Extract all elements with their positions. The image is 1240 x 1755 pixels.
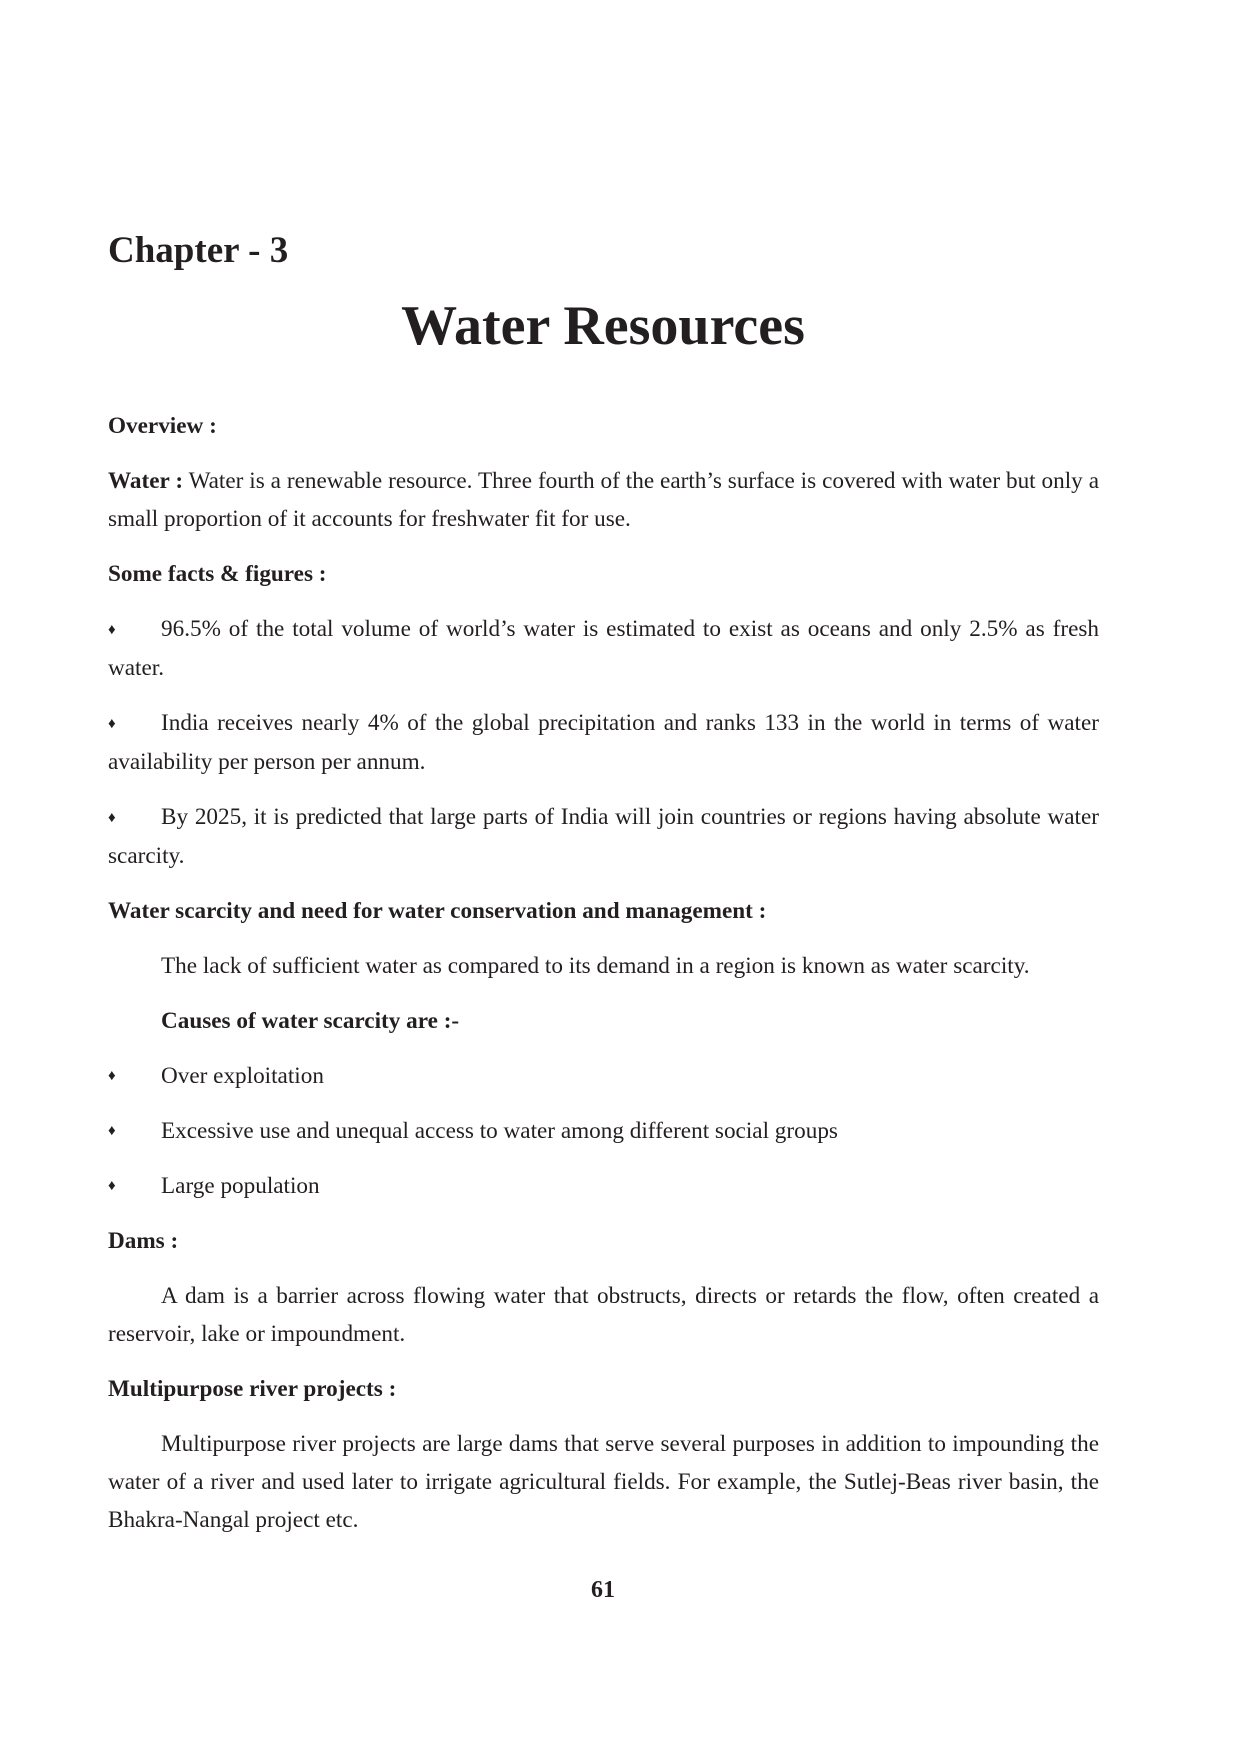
scarcity-definition: The lack of sufficient water as compared to its demand in a region is known as water scarcity. — [161, 953, 1030, 979]
cause-item — [108, 1112, 1099, 1150]
cause-item — [108, 1057, 1099, 1095]
overview-heading: Overview : — [108, 413, 217, 439]
cause-text: Large population — [161, 1173, 320, 1199]
cause-item — [108, 1167, 1099, 1205]
facts-heading: Some facts & figures : — [108, 561, 327, 587]
diamond-bullet-icon: ♦ — [108, 1068, 116, 1084]
diamond-bullet-icon: ♦ — [108, 716, 116, 732]
fact-text: By 2025, it is predicted that large parts of India will join countries or regions having absolute water scarcity. — [108, 804, 1099, 869]
multipurpose-heading: Multipurpose river projects : — [108, 1376, 397, 1402]
scarcity-heading: Water scarcity and need for water conservation and management : — [108, 898, 767, 924]
fact-text: India receives nearly 4% of the global precipitation and ranks 133 in the world in terms of water availability per person per annum. — [108, 710, 1099, 775]
fact-item — [108, 704, 1099, 781]
water-text: Water is a renewable resource. Three fourth of the earth’s surface is covered with water but only a small proportion of it accounts for freshwater fit for use. — [108, 468, 1099, 532]
water-paragraph — [108, 462, 1099, 538]
dams-heading: Dams : — [108, 1228, 179, 1254]
fact-text: 96.5% of the total volume of world’s water is estimated to exist as oceans and only 2.5% as fresh water. — [108, 616, 1099, 681]
fact-item — [108, 610, 1099, 687]
diamond-bullet-icon: ♦ — [108, 622, 116, 638]
chapter-label: Chapter - 3 — [108, 230, 289, 271]
diamond-bullet-icon: ♦ — [108, 1178, 116, 1194]
water-lead: Water : — [108, 468, 184, 494]
page-number: 61 — [591, 1577, 615, 1603]
dams-paragraph: A dam is a barrier across flowing water that obstructs, directs or retards the flow, often created a reservoir, lake or impoundment. — [108, 1283, 1099, 1347]
diamond-bullet-icon: ♦ — [108, 810, 116, 826]
diamond-bullet-icon: ♦ — [108, 1123, 116, 1139]
multipurpose-paragraph: Multipurpose river projects are large dams that serve several purposes in addition to impounding the water of a river and used later to irrigate agricultural fields. For example, the Sutlej-Beas river basin, the Bhakra-Nangal project etc. — [108, 1431, 1099, 1533]
chapter-body — [108, 407, 1099, 1539]
chapter-title: Water Resources — [401, 295, 805, 357]
cause-text: Over exploitation — [161, 1063, 324, 1089]
fact-item — [108, 798, 1099, 875]
causes-heading: Causes of water scarcity are :- — [161, 1008, 460, 1034]
cause-text: Excessive use and unequal access to water among different social groups — [161, 1118, 838, 1144]
